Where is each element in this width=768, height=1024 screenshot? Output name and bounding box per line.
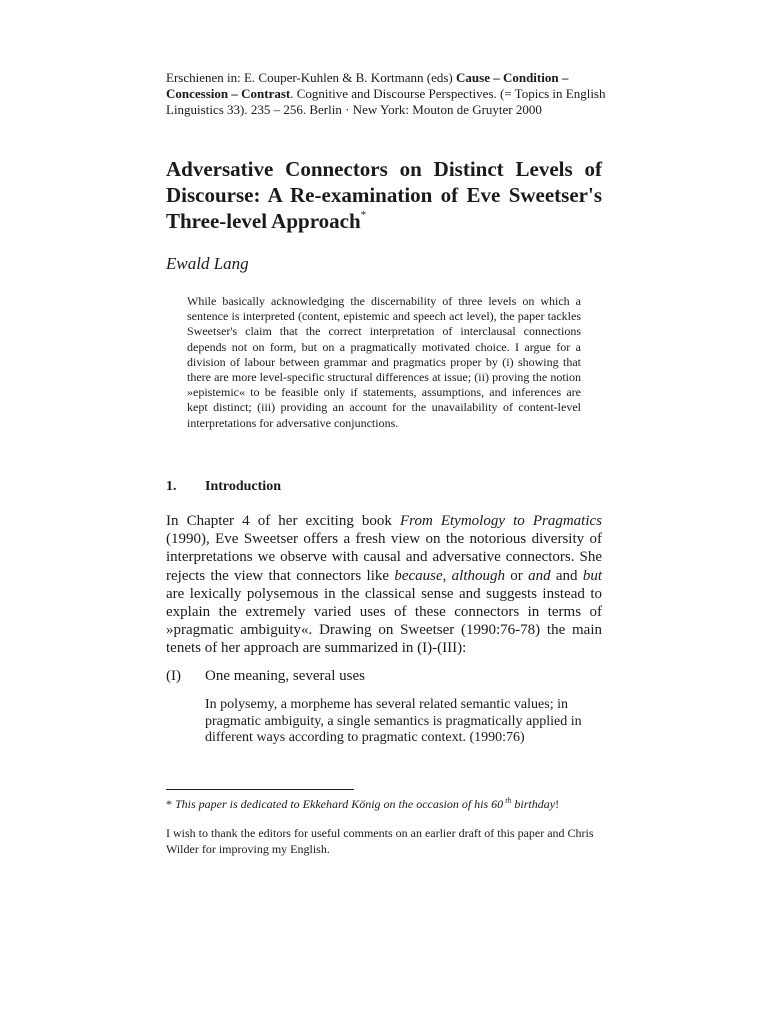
abstract: While basically acknowledging the discernability of three levels on which a sentence is interpreted (content, epistemic and speech act level), the paper tackles Sweetser's claim that the correct interpretation of interclausal connections depends not on form, but on a pragmatically motivated choice. I argue for a division of labour between grammar and pragmatics proper by (i) showing that there are more level-specific structural differences at issue; (ii) proving the notion »epistemic« to be feasible only if statements, assumptions, and inferences are kept distinct; (iii) providing an account for the unavailability of content-level interpretations for adversative conjunctions. [187,294,581,430]
footnote [166,797,626,812]
intro-word-because: because, although [394,567,505,584]
list-item-text: In polysemy, a morpheme has several related semantic values; in pragmatic ambiguity, a single semantics is pragmatically applied in different ways according to pragmatic context. (1990:76) [205,697,582,745]
footnote-text [175,797,555,811]
author-name: Ewald Lang [166,254,249,273]
list-item-heading: One meaning, several uses [205,668,365,684]
intro-word-and: and [528,567,551,584]
intro-text-5: are lexically polysemous in the classical sense and suggests instead to explain the extremely varied uses of these connectors in terms of »pragmatic ambiguity«. Drawing on Sweetser (1990:76-78) the main tenets of her approach are summarized in (I)-(III): [166,585,602,657]
intro-word-but: but [582,567,602,584]
footnote-text-after: birthday [511,797,556,811]
intro-text-3: or [505,567,529,584]
paper-title [166,156,602,234]
footnote-mark: * [166,797,172,811]
section-title: Introduction [205,479,281,494]
publication-book-title: Cause – Condition – Concession – Contrast [166,70,569,101]
footnote-divider [166,789,354,790]
intro-paragraph [166,512,602,658]
footnote-ending: ! [555,797,560,811]
publication-suffix: . Cognitive and Discourse Perspectives. (= Topics in English Linguistics 33). 235 – 256. Berlin · New York: Mouton de Gruyter 2000 [166,86,606,117]
intro-text-2: (1990), Eve Sweetser offers a fresh view on the notorious diversity of interpretations we observe with causal and adversative connectors. She rejects the view that connectors like [166,531,602,584]
publication-prefix: Erschienen in: E. Couper-Kuhlen & B. Kortmann (eds) [166,70,457,85]
list-item-label: (I) [166,668,181,684]
section-heading [166,479,281,495]
intro-book-title: From Etymology to Pragmatics [400,513,602,529]
footnote-text-before: This paper is dedicated to Ekkehard König on the occasion of his 60 [175,797,504,811]
intro-text-4: and [550,567,583,584]
footnote-superscript: th [503,796,512,805]
intro-text-1: In Chapter 4 of her exciting book [166,513,400,529]
paper-title-text: Adversative Connectors on Distinct Levels of Discourse: A Re-examination of Eve Sweetser's Three-level Approach [166,157,602,233]
acknowledgements: I wish to thank the editors for useful comments on an earlier draft of this paper and Chris Wilder for improving my English. [166,826,594,856]
publication-note [166,70,606,118]
section-number: 1. [166,479,177,494]
title-footnote-mark: * [360,209,367,221]
